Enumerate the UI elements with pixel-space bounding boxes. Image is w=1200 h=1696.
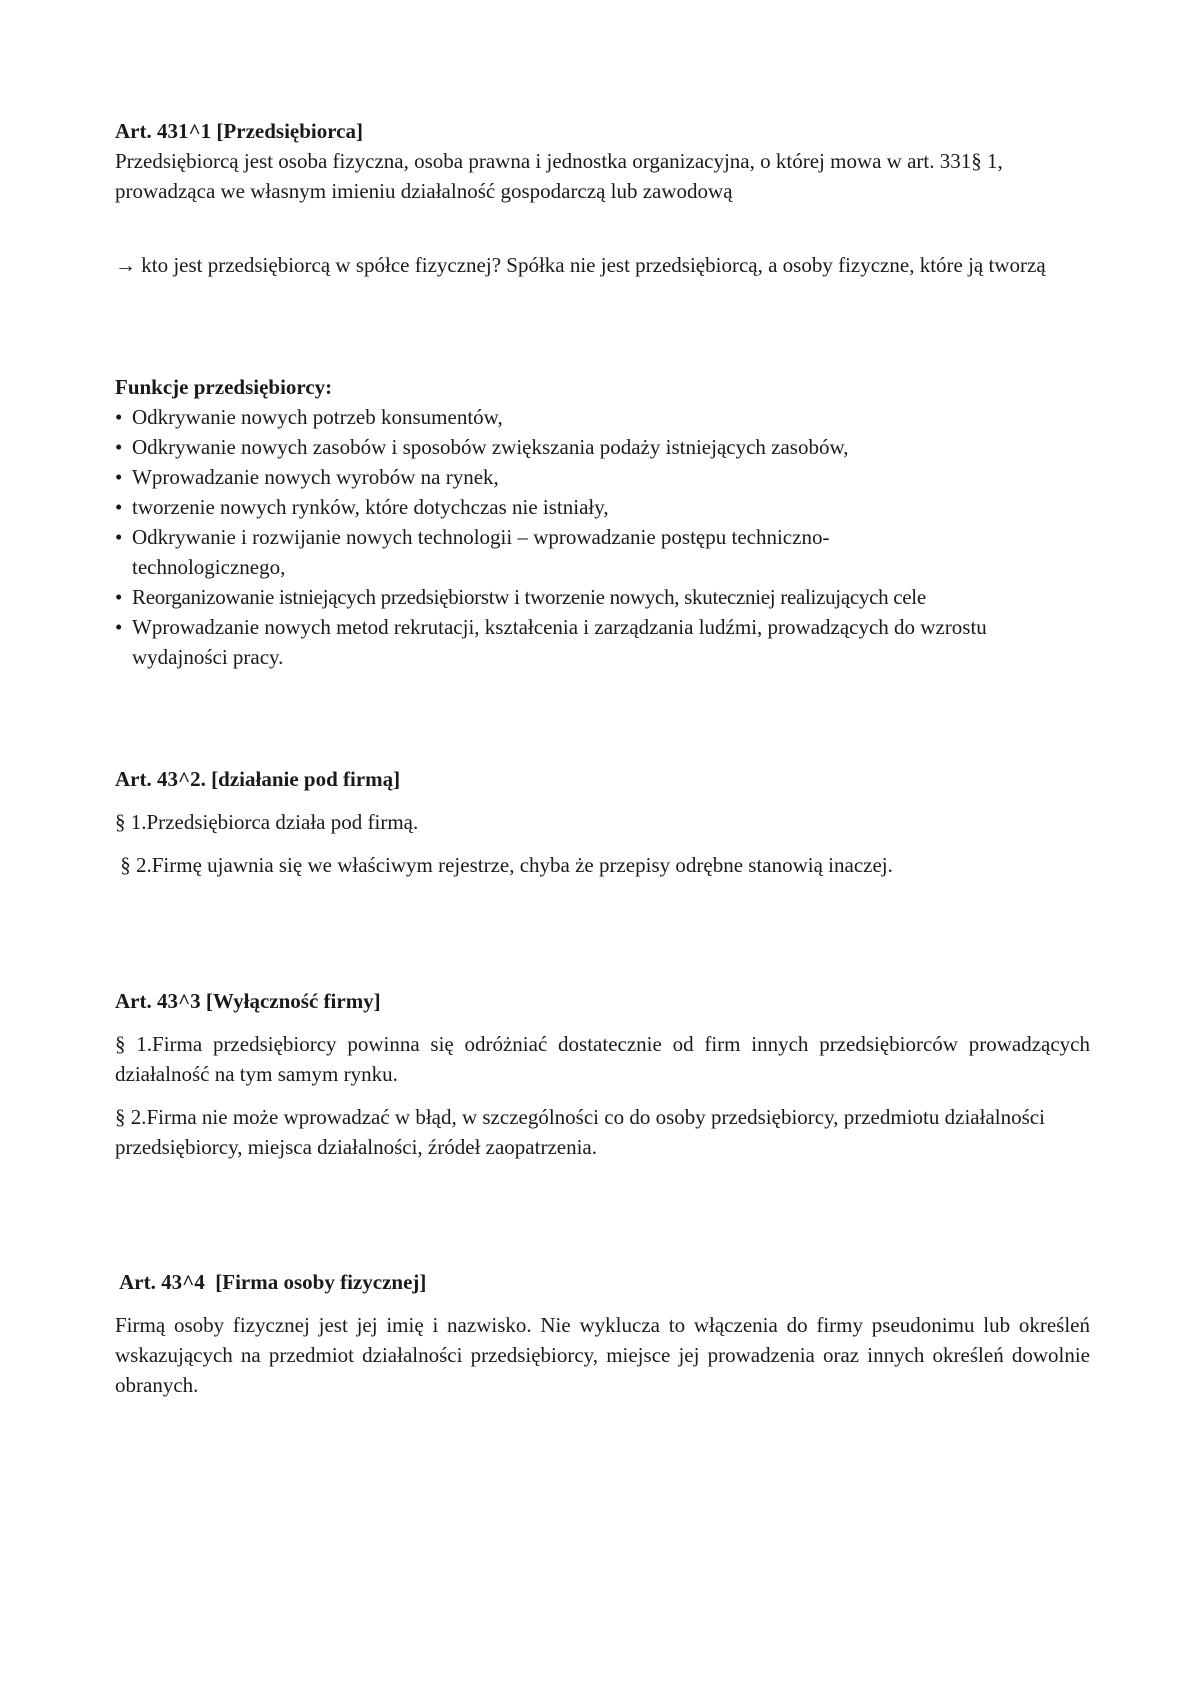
article-43-4	[115, 1267, 1090, 1400]
article-431-1	[115, 116, 1090, 206]
functions-section	[115, 372, 1090, 672]
article-paragraph: § 2.Firmę ujawnia się we właściwym rejestrze, chyba że przepisy odrębne stanowią inaczej.	[115, 853, 893, 877]
list-item: • Wprowadzanie nowych metod rekrutacji, kształcenia i zarządzania ludźmi, prowadzących do wzrostu wydajności pracy.	[115, 612, 1072, 672]
list-item: • Odkrywanie nowych zasobów i sposobów zwiększania podaży istniejących zasobów,	[115, 432, 1095, 462]
article-text: Firmą osoby fizycznej jest jej imię i nazwisko. Nie wyklucza to włączenia do firmy pseudonimu lub określeń wskazujących na przedmiot działalności przedsiębiorcy, miejsce jej prowadzenia oraz innych określeń dowolnie obranych.	[115, 1313, 1090, 1397]
list-item: • Odkrywanie i rozwijanie nowych technologii – wprowadzanie postępu techniczno-technologicznego,	[115, 522, 962, 582]
article-paragraph: § 1.Firma przedsiębiorcy powinna się odróżniać dostatecznie od firm innych przedsiębiorców prowadzących działalność na tym samym rynku.	[115, 1032, 1090, 1086]
article-note	[115, 250, 1090, 280]
article-heading: Art. 43^4 [Firma osoby fizycznej]	[115, 1270, 427, 1294]
article-text: Przedsiębiorcą jest osoba fizyczna, osoba prawna i jednostka organizacyjna, o której mowa w art. 331§ 1, prowadząca we własnym imieniu działalność gospodarczą lub zawodową	[115, 149, 1003, 203]
article-heading: Art. 43^3 [Wyłączność firmy]	[115, 989, 381, 1013]
list-item: • Reorganizowanie istniejących przedsiębiorstw i tworzenie nowych, skuteczniej realizujących cele	[115, 582, 1095, 612]
list-item: • tworzenie nowych rynków, które dotychczas nie istniały,	[115, 492, 1095, 522]
list-item: • Wprowadzanie nowych wyrobów na rynek,	[115, 462, 1095, 492]
article-heading: Art. 43^2. [działanie pod firmą]	[115, 767, 401, 791]
article-paragraph: § 2.Firma nie może wprowadzać w błąd, w szczególności co do osoby przedsiębiorcy, przedmiotu działalności przedsiębiorcy, miejsca działalności, źródeł zaopatrzenia.	[115, 1105, 1045, 1159]
article-43-2	[115, 764, 1090, 880]
note-text: → kto jest przedsiębiorcą w spółce fizycznej? Spółka nie jest przedsiębiorcą, a osoby fizyczne, które ją tworzą	[115, 253, 1046, 277]
article-43-3	[115, 986, 1090, 1162]
functions-list	[115, 402, 1095, 672]
section-heading: Funkcje przedsiębiorcy:	[115, 375, 333, 399]
article-paragraph: § 1.Przedsiębiorca działa pod firmą.	[115, 810, 419, 834]
article-heading: Art. 431^1 [Przedsiębiorca]	[115, 119, 363, 143]
list-item: • Odkrywanie nowych potrzeb konsumentów,	[115, 402, 1095, 432]
